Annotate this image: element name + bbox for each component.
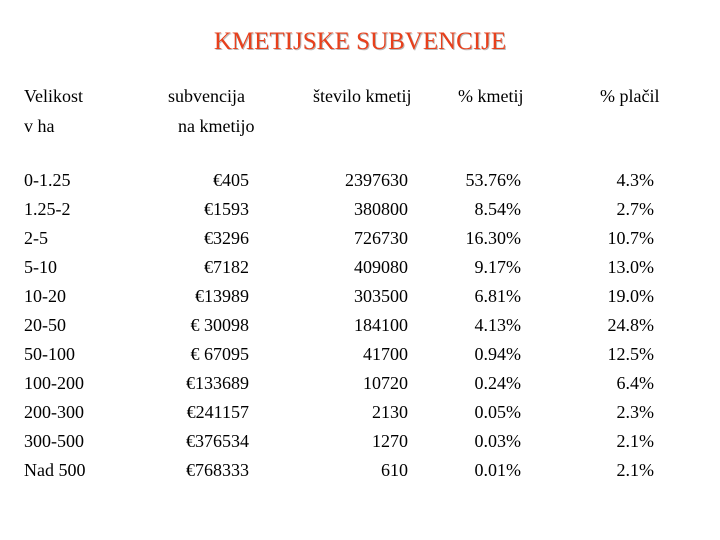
subsidy-cell: €768333: [186, 460, 249, 480]
farm-count-cell: 610: [381, 460, 408, 480]
size-cell: 20-50: [24, 315, 66, 335]
farm-count-cell: 2397630: [345, 170, 408, 190]
table-row: [0, 373, 720, 402]
payment-percent-cell: 10.7%: [607, 228, 654, 248]
payment-percent-cell: 2.1%: [616, 431, 654, 451]
size-cell: 50-100: [24, 344, 75, 364]
header-subsidy-line1: subvencija: [168, 86, 245, 106]
header-farms: število kmetij: [313, 86, 412, 106]
size-cell: 300-500: [24, 431, 84, 451]
size-cell: 100-200: [24, 373, 84, 393]
page-title: KMETIJSKE SUBVENCIJE: [213, 28, 507, 55]
farm-count-cell: 726730: [354, 228, 408, 248]
subsidy-cell: €405: [213, 170, 249, 190]
farm-count-cell: 1270: [372, 431, 408, 451]
size-cell: Nad 500: [24, 460, 86, 480]
table-row: [0, 402, 720, 431]
subsidy-cell: € 67095: [190, 344, 249, 364]
farm-percent-cell: 0.24%: [474, 373, 521, 393]
farm-count-cell: 184100: [354, 315, 408, 335]
payment-percent-cell: 13.0%: [607, 257, 654, 277]
farm-percent-cell: 9.17%: [474, 257, 521, 277]
size-cell: 2-5: [24, 228, 48, 248]
table-row: [0, 315, 720, 344]
subsidy-cell: €133689: [186, 373, 249, 393]
size-cell: 10-20: [24, 286, 66, 306]
farm-percent-cell: 0.05%: [474, 402, 521, 422]
payment-percent-cell: 2.7%: [616, 199, 654, 219]
size-cell: 1.25-2: [24, 199, 71, 219]
farm-percent-cell: 53.76%: [465, 170, 521, 190]
payment-percent-cell: 4.3%: [616, 170, 654, 190]
farm-count-cell: 41700: [363, 344, 408, 364]
farm-count-cell: 2130: [372, 402, 408, 422]
farm-percent-cell: 0.94%: [474, 344, 521, 364]
table-row: [0, 431, 720, 460]
payment-percent-cell: 6.4%: [616, 373, 654, 393]
table-row: [0, 228, 720, 257]
table-row: [0, 257, 720, 286]
farm-percent-cell: 16.30%: [465, 228, 521, 248]
header-pct-farms: % kmetij: [458, 86, 524, 106]
subsidy-cell: € 30098: [190, 315, 249, 335]
farm-percent-cell: 4.13%: [474, 315, 521, 335]
farm-count-cell: 10720: [363, 373, 408, 393]
table-row: [0, 170, 720, 199]
header-size-line2: v ha: [24, 116, 55, 136]
farm-percent-cell: 0.01%: [474, 460, 521, 480]
size-cell: 5-10: [24, 257, 57, 277]
farm-percent-cell: 0.03%: [474, 431, 521, 451]
farm-count-cell: 409080: [354, 257, 408, 277]
table-row: [0, 286, 720, 315]
subsidy-cell: €13989: [195, 286, 249, 306]
subsidy-cell: €7182: [204, 257, 249, 277]
table-row: [0, 460, 720, 489]
payment-percent-cell: 24.8%: [607, 315, 654, 335]
table-row: [0, 344, 720, 373]
header-size-line1: Velikost: [24, 86, 84, 106]
subsidy-cell: €3296: [204, 228, 249, 248]
payment-percent-cell: 2.3%: [616, 402, 654, 422]
size-cell: 200-300: [24, 402, 84, 422]
subsidy-cell: €376534: [186, 431, 249, 451]
payment-percent-cell: 19.0%: [607, 286, 654, 306]
subsidy-cell: €241157: [186, 402, 249, 422]
payment-percent-cell: 2.1%: [616, 460, 654, 480]
table-row: [0, 199, 720, 228]
header-subsidy-line2: na kmetijo: [178, 116, 255, 136]
subsidy-cell: €1593: [204, 199, 249, 219]
farm-count-cell: 380800: [354, 199, 408, 219]
farm-percent-cell: 6.81%: [474, 286, 521, 306]
payment-percent-cell: 12.5%: [607, 344, 654, 364]
size-cell: 0-1.25: [24, 170, 71, 190]
farm-percent-cell: 8.54%: [474, 199, 521, 219]
farm-count-cell: 303500: [354, 286, 408, 306]
header-pct-payments: % plačil: [600, 86, 660, 106]
